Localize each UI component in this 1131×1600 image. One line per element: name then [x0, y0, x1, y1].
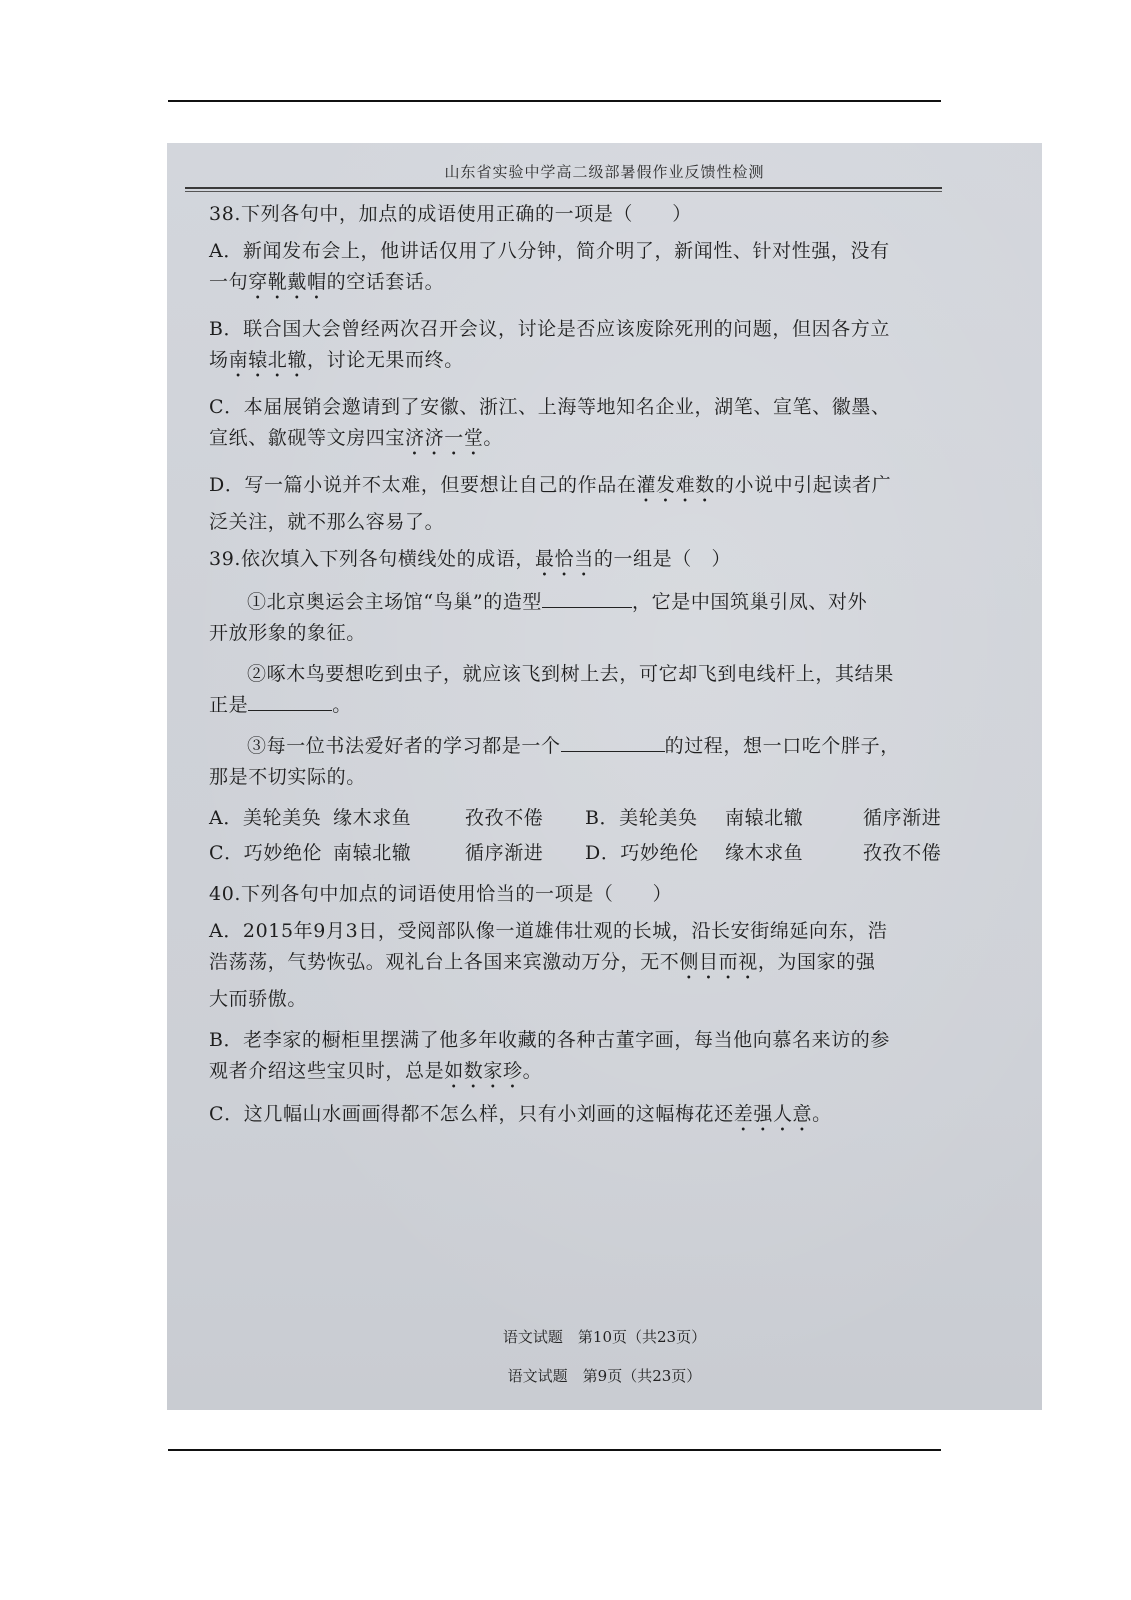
- q40-option-b: B．老李家的橱柜里摆满了他多年收藏的各种古董字画，每当他向慕名来访的参 观者介绍这些宝贝时，总是如数家珍。: [209, 1029, 890, 1082]
- header-rule-thin: [185, 191, 942, 192]
- q40-stem: 40.下列各句中加点的词语使用恰当的一项是（ ）: [209, 883, 673, 905]
- exam-content: 38.下列各句中，加点的成语使用正确的一项是（ ） A．新闻发布会上，他讲话仅用了八分钟，简介明了，新闻性、针对性强，没有 一句穿靴戴帽的空话套话。 B．联合国大会曾经两次召开会议，讨论是否应该废除死刑的问题，但因各方立 场南辕北辙，讨论无果而终。 C．本届展销会邀请到了安徽、浙江、上海等地知名企业，湖笔、宣笔、徽墨、 宣纸、歙砚等文房四宝济济一堂。 D．写一篇小说并不太难，但要想让自己的作品在灌发难数的小说中引起读者广 泛关注，就不那么容易了。 39.依次填入下列各句横线处的成语，最恰当的一组是（ ） ①北京奥运会主场馆“鸟巢”的造型 ，它是中国筑巢引凤、对外 开放形象的象征。 ②啄木鸟要想吃到虫子，就应该飞到树上去，可它却飞到电线杆上，其结果 正是 。 ③每一位书法爱好者的学习都是一个 的过程，想一口吃个胖子， 那是不切实际的。 A．美轮美奂 缘木求鱼 孜孜不倦 B．美轮美奂 南辕北辙 循序渐进 C．巧妙绝伦 南辕北辙 循序渐进 D．巧妙绝伦 缘木求鱼 孜孜不倦 40.下列各句中加点的词语使用恰当的一项是（ ） A．2015年9月3日，受阅部队像一道雄伟壮观的长城，沿长安街绵延向东，浩 浩荡荡，气势恢弘。观礼台上各国来宾激动万分，无不侧目而视，为国家的强 大而骄傲。 B．老李家的橱柜里摆满了他多年收藏的各种古董字画，每当他向慕名来访的参 观者介绍这些宝贝时，总是如数家珍。 C．这几幅山水画画得都不怎么样，只有小刘画的这幅梅花还差强人意。: [209, 199, 999, 1136]
- q39-sentence-2: ②啄木鸟要想吃到虫子，就应该飞到树上去，可它却飞到电线杆上，其结果: [247, 663, 894, 685]
- dotted-idiom: 差强人意: [733, 1103, 813, 1125]
- dotted-idiom: 如数家珍: [444, 1060, 523, 1082]
- fill-blank: [248, 690, 332, 711]
- page-footer-9: 语文试题 第9页（共23页）: [507, 1367, 702, 1385]
- q38-option-d: D．写一篇小说并不太难，但要想让自己的作品在灌发难数的小说中引起读者广 泛关注，就不那么容易了。: [209, 474, 892, 533]
- dotted-idiom: 灌发难数: [636, 474, 715, 496]
- q39-sentence-1: ①北京奥运会主场馆“鸟巢”的造型 ，它是中国筑巢引凤、对外: [209, 587, 999, 618]
- q38-option-b: B．联合国大会曾经两次召开会议，讨论是否应该废除死刑的问题，但因各方立 场南辕北辙，讨论无果而终。: [209, 318, 890, 371]
- q39-stem: 39.依次填入下列各句横线处的成语，最恰当的一组是（ ）: [209, 548, 732, 570]
- scanned-exam-photo: [167, 143, 1042, 1410]
- exam-header: 山东省实验中学高二级部暑假作业反馈性检测: [444, 163, 765, 181]
- top-rule: [168, 100, 941, 102]
- fill-blank: [542, 587, 632, 608]
- fill-blank: [561, 731, 665, 752]
- dotted-idiom: 侧目而视: [679, 951, 758, 973]
- q38-option-a: A．新闻发布会上，他讲话仅用了八分钟，简介明了，新闻性、针对性强，没有 一句穿靴戴帽的空话套话。: [209, 240, 890, 293]
- q39-sentence-3: ③每一位书法爱好者的学习都是一个 的过程，想一口吃个胖子，: [209, 731, 999, 762]
- page-footer-10: 语文试题 第10页（共23页）: [502, 1328, 707, 1346]
- bottom-rule: [168, 1449, 941, 1451]
- dotted-idiom: 穿靴戴帽: [248, 271, 327, 293]
- dotted-idiom: 济济一堂: [405, 427, 484, 449]
- dotted-idiom: 南辕北辙: [228, 349, 308, 371]
- q38-stem: 38.下列各句中，加点的成语使用正确的一项是（ ）: [209, 203, 692, 225]
- q38-option-c: C．本届展销会邀请到了安徽、浙江、上海等地知名企业，湖笔、宣笔、徽墨、 宣纸、歙砚等文房四宝济济一堂。: [209, 396, 891, 449]
- q40-option-a: A．2015年9月3日，受阅部队像一道雄伟壮观的长城，沿长安街绵延向东，浩 浩荡荡，气势恢弘。观礼台上各国来宾激动万分，无不侧目而视，为国家的强 大而骄傲。: [209, 920, 888, 1010]
- header-rule: [185, 187, 942, 189]
- q40-option-c: C．这几幅山水画画得都不怎么样，只有小刘画的这幅梅花还差强人意。: [209, 1103, 832, 1125]
- q39-options-row-2: C．巧妙绝伦 南辕北辙 循序渐进 D．巧妙绝伦 缘木求鱼 孜孜不倦: [209, 842, 942, 864]
- q39-options-row-1: A．美轮美奂 缘木求鱼 孜孜不倦 B．美轮美奂 南辕北辙 循序渐进: [209, 807, 942, 829]
